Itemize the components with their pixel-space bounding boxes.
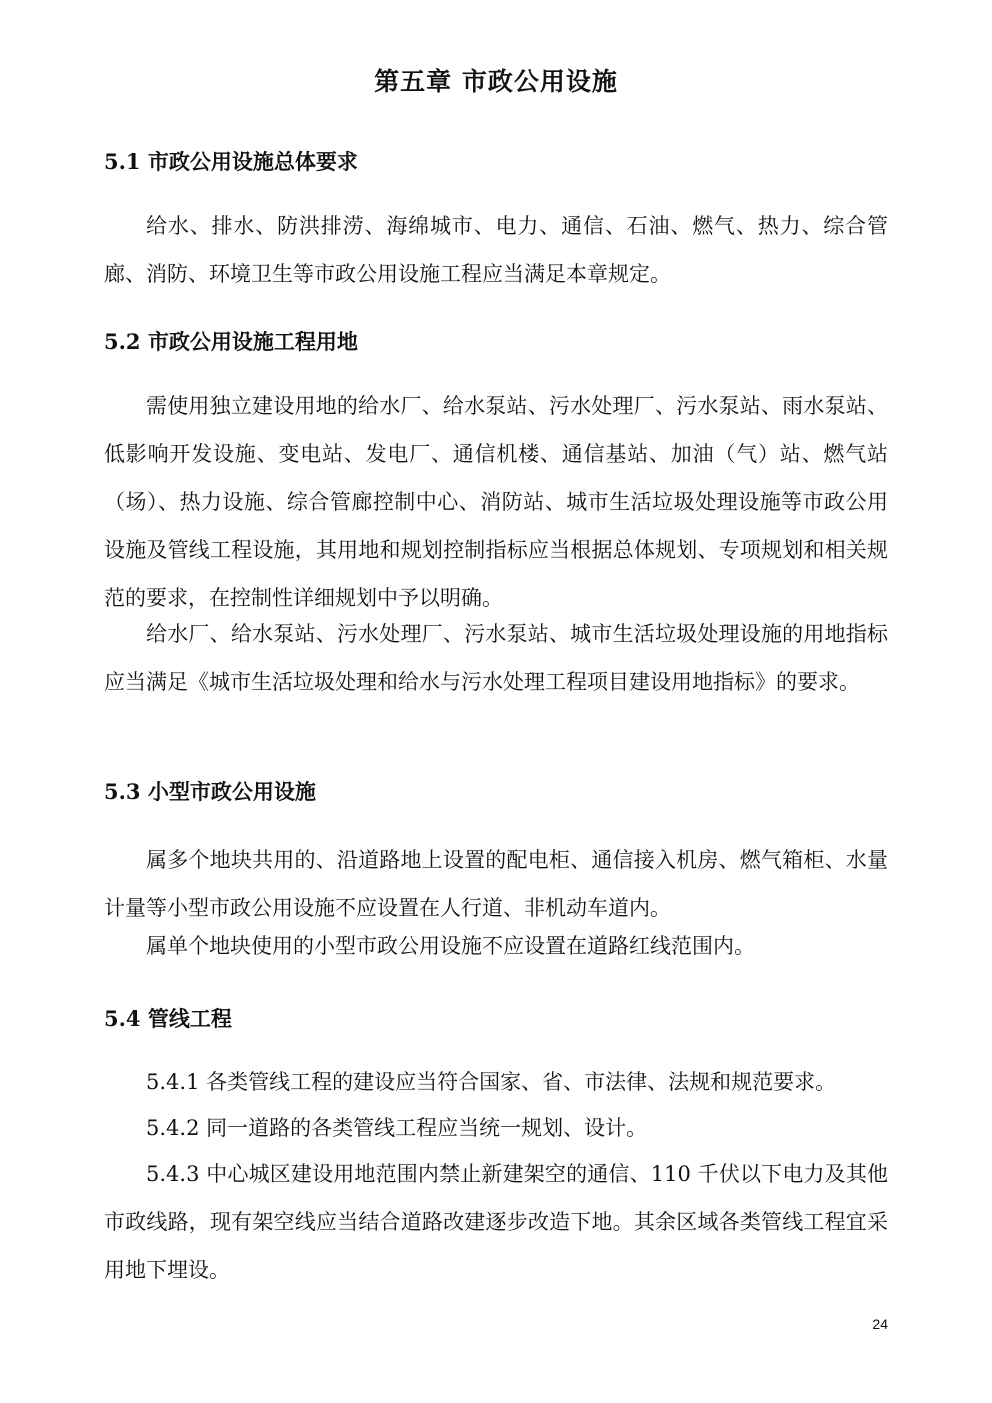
page-number: 24 [872, 1316, 888, 1332]
paragraph: 5.4.3 中心城区建设用地范围内禁止新建架空的通信、110 千伏以下电力及其他市政线路，现有架空线应当结合道路改建逐步改造下地。其余区域各类管线工程宜采用地下埋设。 [104, 1162, 888, 1282]
paragraph: 给水厂、给水泵站、污水处理厂、污水泵站、城市生活垃圾处理设施的用地指标应当满足《城市生活垃圾处理和给水与污水处理工程项目建设用地指标》的要求。 [104, 622, 888, 694]
paragraph: 属多个地块共用的、沿道路地上设置的配电柜、通信接入机房、燃气箱柜、水量计量等小型市政公用设施不应设置在人行道、非机动车道内。 [104, 848, 888, 920]
section-heading-5-3: 5.3 小型市政公用设施 [104, 779, 316, 804]
section-heading-5-4: 5.4 管线工程 [104, 1006, 232, 1031]
paragraph: 属单个地块使用的小型市政公用设施不应设置在道路红线范围内。 [146, 934, 755, 958]
paragraph: 5.4.2 同一道路的各类管线工程应当统一规划、设计。 [146, 1116, 648, 1140]
paragraph: 给水、排水、防洪排涝、海绵城市、电力、通信、石油、燃气、热力、综合管廊、消防、环境卫生等市政公用设施工程应当满足本章规定。 [104, 214, 888, 286]
paragraph: 5.4.1 各类管线工程的建设应当符合国家、省、市法律、法规和规范要求。 [146, 1070, 837, 1094]
chapter-title: 第五章 市政公用设施 [374, 67, 618, 96]
section-heading-5-2: 5.2 市政公用设施工程用地 [104, 329, 358, 354]
section-heading-5-1: 5.1 市政公用设施总体要求 [104, 149, 358, 174]
paragraph: 需使用独立建设用地的给水厂、给水泵站、污水处理厂、污水泵站、雨水泵站、低影响开发设施、变电站、发电厂、通信机楼、通信基站、加油（气）站、燃气站（场）、热力设施、综合管廊控制中心、消防站、城市生活垃圾处理设施等市政公用设施及管线工程设施，其用地和规划控制指标应当根据总体规划、专项规划和相关规范的要求，在控制性详细规划中予以明确。 [104, 394, 888, 610]
